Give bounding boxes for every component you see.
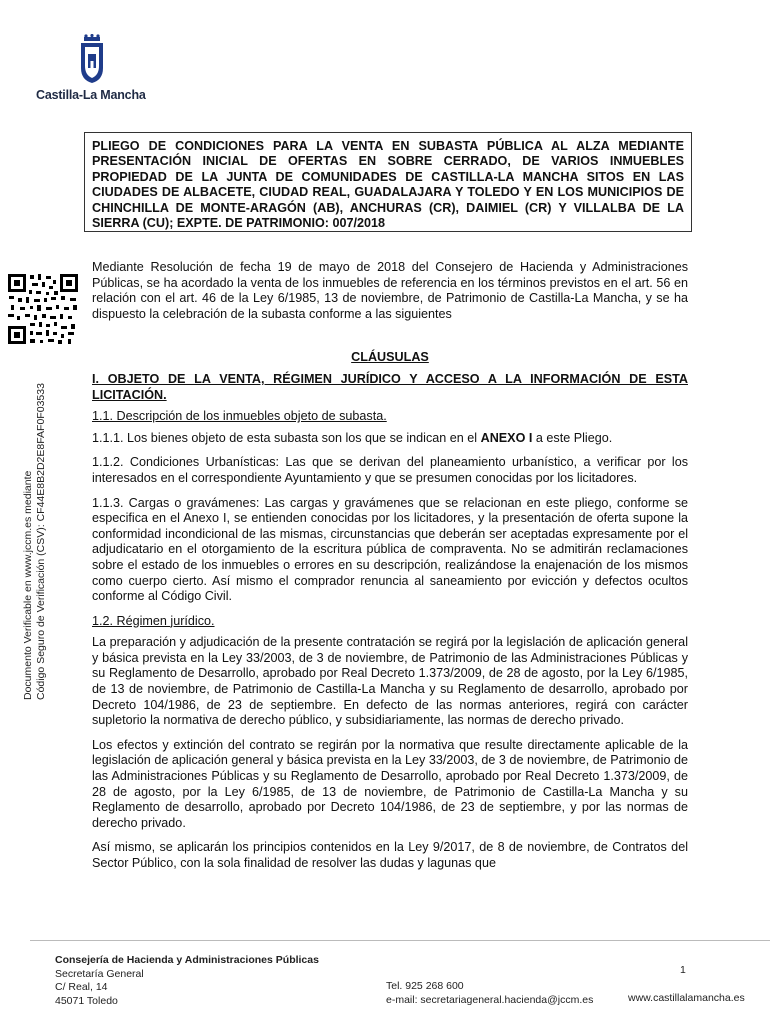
csv-verification: [22, 340, 48, 700]
anexo-reference: ANEXO I: [480, 430, 533, 445]
paragraph-1-2-b: Los efectos y extinción del contrato se regirán por la normativa que resulte directamente aplicable de la legislación de aplicación general y básica prevista en la Ley 33/2003, de 3 de noviembre, de Patrimonio de las Administraciones Públicas y su Reglamento de Desarrollo, aprobado por Real Decreto 1.373/2009, de 28 de agosto, por la Ley 6/1985, de 13 de noviembre, de Patrimonio de Castilla-La Mancha y su Reglamento de desarrollo, aprobado por Decreto 104/1986, de 23 de septiembre, y por las normas de derecho privado.: [92, 737, 688, 830]
logo: [36, 30, 150, 110]
p111-text-c: a este Pliego.: [532, 430, 613, 445]
paragraph-1-1-1: [92, 431, 688, 447]
subsection-1-1-heading: 1.1. Descripción de los inmuebles objeto de subasta.: [92, 409, 387, 424]
footer-street: C/ Real, 14: [55, 981, 108, 994]
footer: [0, 940, 770, 1024]
footer-email[interactable]: e-mail: secretariageneral.hacienda@jccm.es: [386, 993, 594, 1006]
footer-tel: Tel. 925 268 600: [386, 980, 464, 992]
page-number: 1: [680, 964, 686, 976]
footer-divider: [30, 940, 770, 941]
footer-office: Secretaría General: [55, 967, 144, 980]
p111-text-a: 1.1.1. Los bienes objeto de esta subasta son los que se indican en el: [92, 430, 481, 445]
paragraph-1-1-2: 1.1.2. Condiciones Urbanísticas: Las que se derivan del planeamiento urbanístico, a verificar por los interesados en el correspondiente Ayuntamiento y que se presumen conocidas por los licitadores.: [92, 455, 688, 485]
coat-of-arms-icon: [77, 34, 107, 84]
intro-paragraph: Mediante Resolución de fecha 19 de mayo de 2018 del Consejero de Hacienda y Administraciones Públicas, se ha acordado la venta de los inmuebles de referencia en los términos previstos en el art. 56 en relación con el art. 46 de la Ley 6/1985, 13 de noviembre, de Patrimonio de Castilla-La Mancha, y se ha dispuesto la celebración de la subasta conforme a las siguientes: [92, 260, 688, 321]
footer-city: 45071 Toledo: [55, 994, 118, 1007]
paragraph-1-2-a: La preparación y adjudicación de la presente contratación se regirá por la legislación de aplicación general y básica prevista en la Ley 33/2003, de 3 de noviembre, de Patrimonio de las Administraciones Públicas y su Reglamento de Desarrollo, aprobado por Real Decreto 1.373/2009, de 28 de agosto, por la Ley 6/1985, de 13 de noviembre, de Patrimonio de Castilla-La Mancha y su Reglamento de desarrollo, aprobado por Decreto 104/1986, de 23 de septiembre. En defecto de las normas anteriores, regirá con carácter supletorio la normativa de derecho público, y subsidiariamente, las normas de derecho privado.: [92, 635, 688, 728]
qr-code-icon: [6, 272, 80, 346]
document-title: PLIEGO DE CONDICIONES PARA LA VENTA EN SUBASTA PÚBLICA AL ALZA MEDIANTE PRESENTACIÓN INICIAL DE OFERTAS EN SOBRE CERRADO, DE VARIOS INMUEBLES PROPIEDAD DE LA JUNTA DE COMUNIDADES DE CASTILLA-LA MANCHA SITOS EN LAS CIUDADES DE ALBACETE, CIUDAD REAL, GUADALAJARA Y TOLEDO Y EN LOS MUNICIPIOS DE CHINCHILLA DE MONTE-ARAGÓN (AB), ANCHURAS (CR), DAIMIEL (CR) Y VILLALBA DE LA SIERRA (CU); EXPTE. DE PATRIMONIO: 007/2018: [84, 132, 692, 232]
subsection-1-2-heading: 1.2. Régimen jurídico.: [92, 613, 215, 628]
footer-address: [55, 954, 319, 1008]
paragraph-1-2-c: Así mismo, se aplicarán los principios contenidos en la Ley 9/2017, de 8 de noviembre, de Contratos del Sector Público, con la sola finalidad de resolver las dudas y lagunas que: [92, 840, 688, 870]
section-1-heading: I. OBJETO DE LA VENTA, RÉGIMEN JURÍDICO Y ACCESO A LA INFORMACIÓN DE ESTA LICITACIÓN.: [92, 371, 688, 402]
footer-website[interactable]: www.castillalamancha.es: [628, 992, 745, 1004]
csv-line-2: Código Seguro de Verificación (CSV): CF44E8B2D2E8FAF0F03533: [35, 383, 47, 700]
logo-text: Castilla-La Mancha: [36, 88, 146, 102]
footer-contact: [386, 980, 593, 1007]
clausulas-heading: CLÁUSULAS: [351, 350, 429, 365]
csv-line-1: Documento Verificable en www.jccm.es mediante: [22, 470, 34, 700]
document-body: [92, 260, 688, 881]
footer-department: Consejería de Hacienda y Administraciones Públicas: [55, 954, 319, 966]
paragraph-1-1-3: 1.1.3. Cargas o gravámenes: Las cargas y gravámenes que se relacionan en este pliego, conforme se especifica en el Anexo I, se entienden conocidas por los licitadores, y la presentación de oferta supone la conformidad incondicional de las mismas, circunstancias que deberán ser aceptadas expresamente por el adjudicatario en el otorgamiento de la escritura pública de compraventa. No se admitirán reclamaciones sobre el estado de los inmuebles o errores en su descripción, realizándose la enajenación de los mismos como cuerpo cierto. Así mismo el comprador renuncia al saneamiento por evicción y defectos ocultos conforme al Código Civil.: [92, 495, 688, 604]
